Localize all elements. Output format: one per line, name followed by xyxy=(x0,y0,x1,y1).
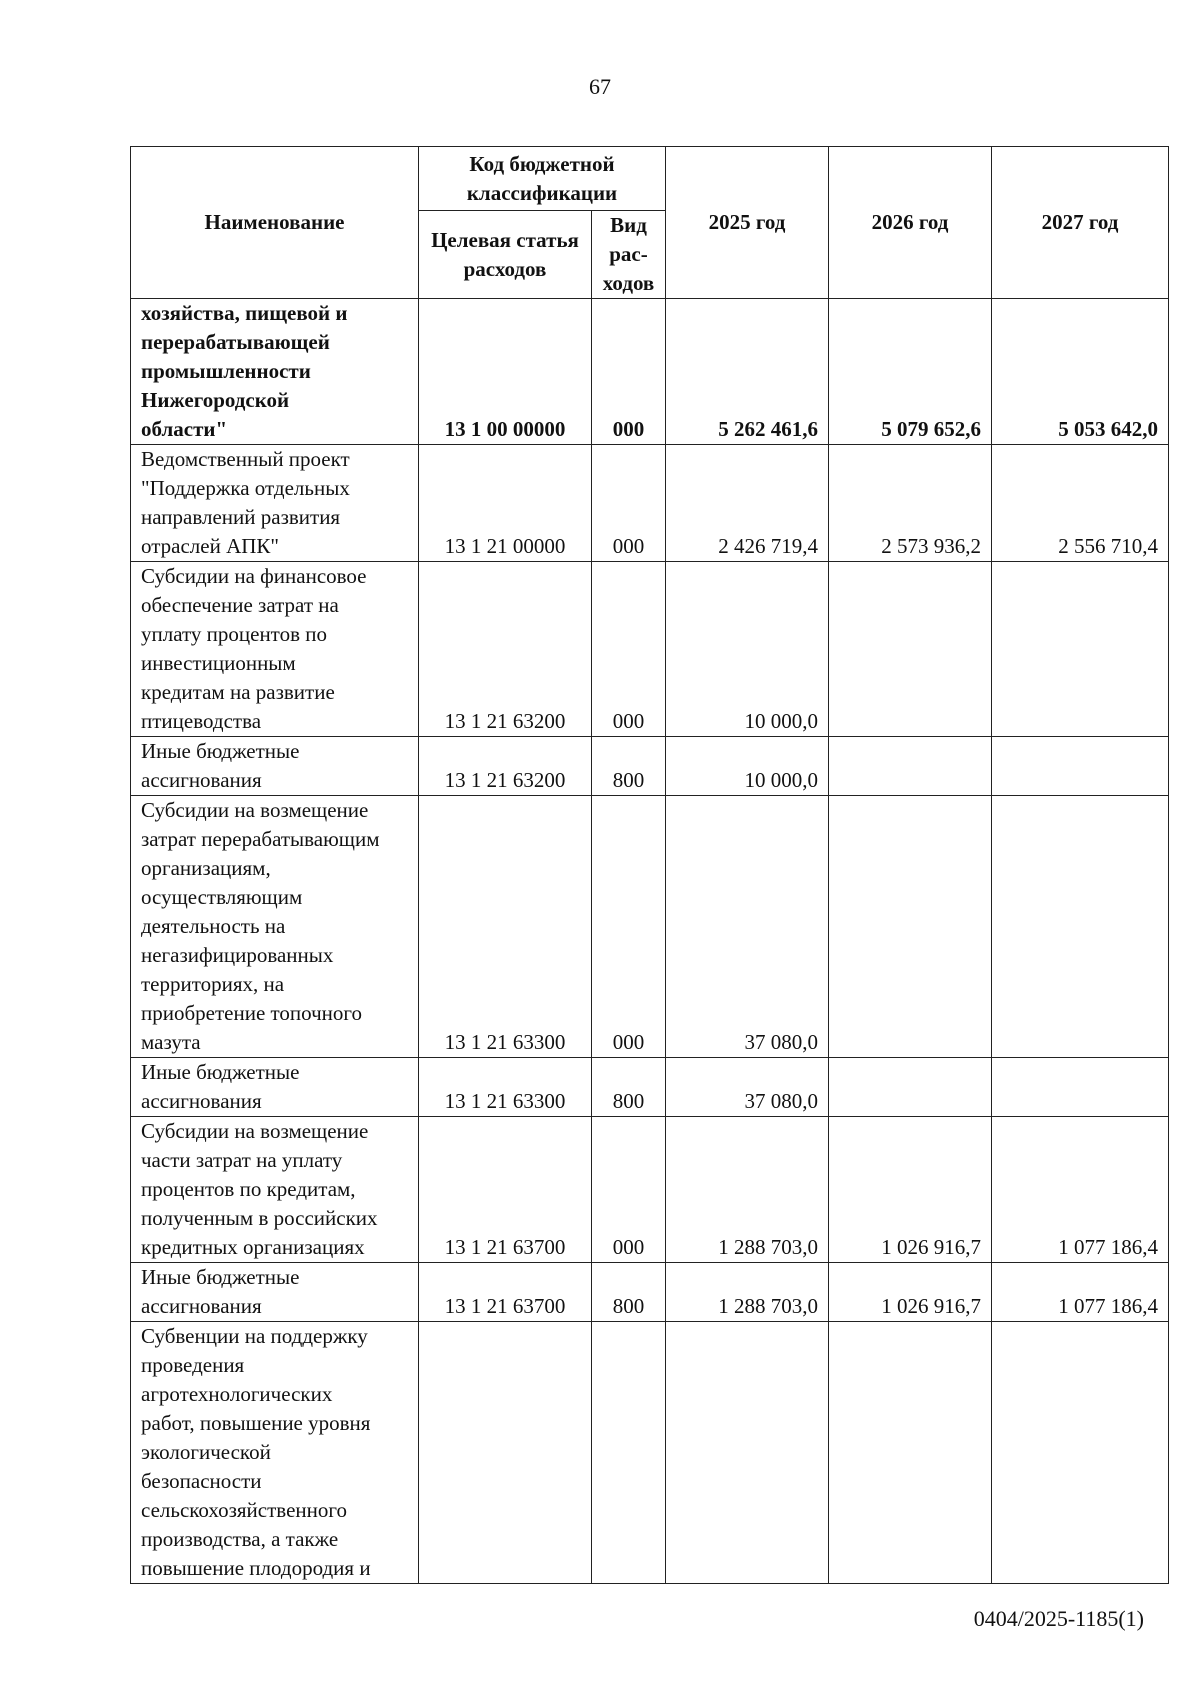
table-row xyxy=(131,796,1169,1058)
row-code-cell xyxy=(419,1322,592,1584)
row-code-cell: 13 1 21 63300 xyxy=(419,796,592,1058)
row-name-cell: хозяйства, пищевой и перерабатывающей промышленности Нижегородской области" xyxy=(131,299,419,445)
row-name-cell: Субсидии на финансовое обеспечение затрат на уплату процентов по инвестиционным кредитам на развитие птицеводства xyxy=(131,562,419,737)
row-2025-cell: 10 000,0 xyxy=(666,737,829,796)
row-2027-cell: 5 053 642,0 xyxy=(992,299,1169,445)
row-2026-cell xyxy=(829,1058,992,1117)
page-number: 67 xyxy=(589,74,611,99)
document-registration-number: 0404/2025-1185(1) xyxy=(973,1606,1144,1631)
header-code-group: Код бюджетной классификации xyxy=(419,147,666,211)
row-name-cell: Иные бюджетные ассигнования xyxy=(131,737,419,796)
row-name-cell: Иные бюджетные ассигнования xyxy=(131,1263,419,1322)
row-2027-cell: 1 077 186,4 xyxy=(992,1263,1169,1322)
header-year-2027: 2027 год xyxy=(992,147,1169,299)
header-year-2026: 2026 год xyxy=(829,147,992,299)
row-kind-cell: 000 xyxy=(592,445,666,562)
row-2025-cell: 37 080,0 xyxy=(666,796,829,1058)
row-code-cell: 13 1 21 63200 xyxy=(419,737,592,796)
header-expense-type: Вид рас-ходов xyxy=(592,211,666,299)
row-code-cell: 13 1 21 63200 xyxy=(419,562,592,737)
row-2026-cell: 1 026 916,7 xyxy=(829,1263,992,1322)
row-2027-cell xyxy=(992,1058,1169,1117)
table-row xyxy=(131,299,1169,445)
row-2026-cell xyxy=(829,562,992,737)
row-2025-cell: 37 080,0 xyxy=(666,1058,829,1117)
row-kind-cell: 800 xyxy=(592,737,666,796)
row-2025-cell: 1 288 703,0 xyxy=(666,1117,829,1263)
row-2027-cell xyxy=(992,1322,1169,1584)
table-row xyxy=(131,445,1169,562)
row-name-cell: Субсидии на возмещение части затрат на уплату процентов по кредитам, полученным в российских кредитных организациях xyxy=(131,1117,419,1263)
table-row xyxy=(131,737,1169,796)
row-kind-cell: 000 xyxy=(592,796,666,1058)
row-2025-cell: 10 000,0 xyxy=(666,562,829,737)
row-2027-cell xyxy=(992,737,1169,796)
table-row xyxy=(131,1117,1169,1263)
row-2027-cell: 2 556 710,4 xyxy=(992,445,1169,562)
row-kind-cell: 000 xyxy=(592,562,666,737)
row-name-cell: Субсидии на возмещение затрат перерабатывающим организациям, осуществляющим деятельность на негазифицированных территориях, на приобретение топочного мазута xyxy=(131,796,419,1058)
row-2026-cell: 1 026 916,7 xyxy=(829,1117,992,1263)
row-2026-cell xyxy=(829,1322,992,1584)
row-2026-cell: 2 573 936,2 xyxy=(829,445,992,562)
row-2027-cell: 1 077 186,4 xyxy=(992,1117,1169,1263)
row-kind-cell xyxy=(592,1322,666,1584)
row-kind-cell: 000 xyxy=(592,1117,666,1263)
table-row xyxy=(131,562,1169,737)
row-code-cell: 13 1 21 63700 xyxy=(419,1263,592,1322)
row-code-cell: 13 1 21 00000 xyxy=(419,445,592,562)
row-2025-cell: 1 288 703,0 xyxy=(666,1263,829,1322)
row-2026-cell xyxy=(829,796,992,1058)
header-target-article: Целевая статья расходов xyxy=(419,211,592,299)
row-2026-cell: 5 079 652,6 xyxy=(829,299,992,445)
row-name-cell: Субвенции на поддержку проведения агротехнологических работ, повышение уровня экологической безопасности сельскохозяйственного производства, а также повышение плодородия и xyxy=(131,1322,419,1584)
row-2027-cell xyxy=(992,796,1169,1058)
row-2027-cell xyxy=(992,562,1169,737)
row-name-cell: Ведомственный проект "Поддержка отдельных направлений развития отраслей АПК" xyxy=(131,445,419,562)
header-name: Наименование xyxy=(131,147,419,299)
row-2026-cell xyxy=(829,737,992,796)
row-code-cell: 13 1 21 63700 xyxy=(419,1117,592,1263)
header-year-2025: 2025 год xyxy=(666,147,829,299)
row-code-cell: 13 1 21 63300 xyxy=(419,1058,592,1117)
table-row xyxy=(131,1263,1169,1322)
row-2025-cell: 5 262 461,6 xyxy=(666,299,829,445)
row-2025-cell xyxy=(666,1322,829,1584)
row-name-cell: Иные бюджетные ассигнования xyxy=(131,1058,419,1117)
table-row xyxy=(131,1322,1169,1584)
table-row xyxy=(131,1058,1169,1117)
row-code-cell: 13 1 00 00000 xyxy=(419,299,592,445)
row-2025-cell: 2 426 719,4 xyxy=(666,445,829,562)
row-kind-cell: 000 xyxy=(592,299,666,445)
budget-table xyxy=(130,146,1169,1584)
row-kind-cell: 800 xyxy=(592,1263,666,1322)
row-kind-cell: 800 xyxy=(592,1058,666,1117)
